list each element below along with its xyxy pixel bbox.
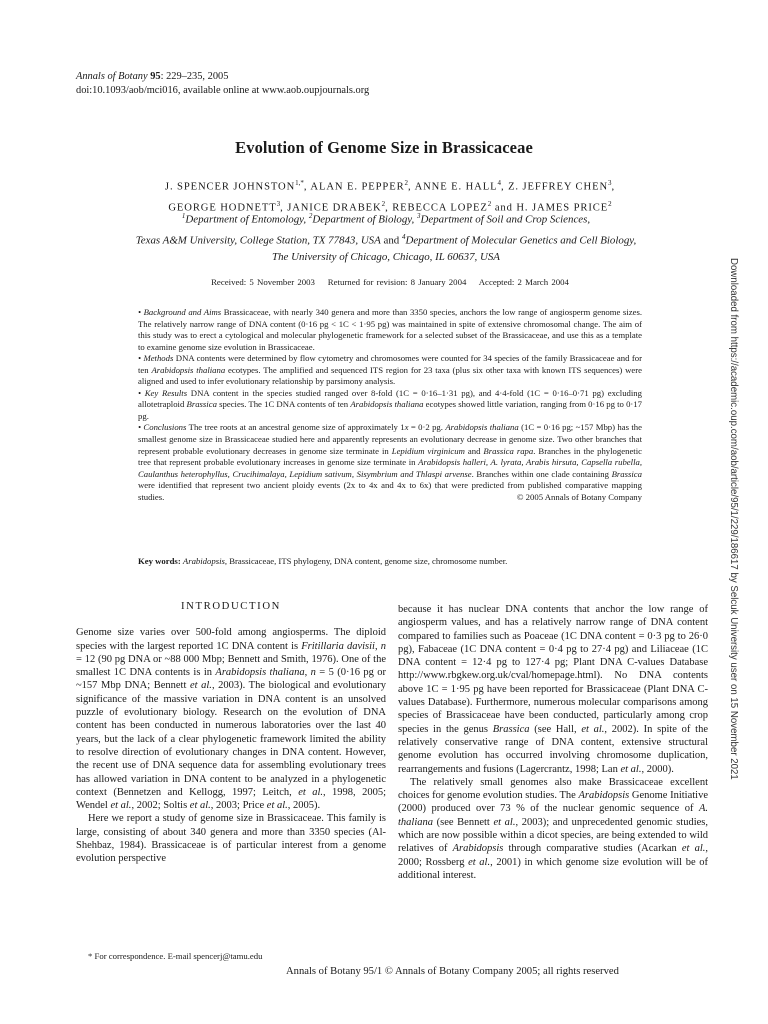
taxon: Brassica: [611, 468, 642, 479]
text: , 2005).: [287, 800, 321, 812]
variable: n: [380, 640, 386, 652]
etal: et al.: [581, 723, 605, 735]
text: , 2003); and unprecedented genomic studies, which are now possible within a dicot species, are being extended to wild relatives of: [398, 816, 708, 855]
pages: : 229–235, 2005: [160, 71, 229, 82]
text: because it has nuclear DNA contents that anchor the low range of angiosperm values, and has a relatively narrow range of DNA content compared to families such as Poaceae (1C DNA content = 0·3 pg to 26·0 pg), Fabaceae (1C DNA content = 0·4 pg to 27·4 pg) and Liliaceae (1C DNA content = 12·4 pg to 127·4 pg; Plant DNA C-values Database http://www.rbgkew.org.uk/cval/homepage.html). No DNA contents above 1C = 1·95 pg have been reported for Brassicaceae (Plant DNA C-values Database). Furthermore, numerous molecular comparisons among species of Brassicaceae have been conducted, particularly among crop species in the genus: [398, 604, 708, 735]
paragraph: [398, 603, 708, 776]
text: , 2003; Price: [210, 800, 267, 812]
taxon: Brassica: [492, 723, 530, 735]
author-sup: 3: [276, 199, 281, 208]
body-column-left: [76, 600, 386, 866]
taxon: Arabidopsis thaliana: [151, 364, 226, 375]
revision-date: Returned for revision: 8 January 2004: [327, 277, 467, 287]
abstract-text: and: [464, 445, 484, 456]
abstract-conclusions: [138, 422, 642, 503]
text: ,: [304, 667, 311, 679]
author-sep: ,: [385, 202, 393, 214]
taxon: Arabidopsis thaliana: [350, 399, 424, 410]
paragraph: Here we report a study of genome size in Brassicaceae. This family is large, consisting of about 340 genera and more than 3350 species (Al-Shehbaz, 1984). Brassicaceae is of particular interest from a genome evolution perspective: [76, 813, 386, 865]
author-sup: 4: [497, 179, 501, 187]
abstract-text: DNA contents were determined by flow cytometry and chromosomes were counted for 34 species of the family Brassicaceae and for ten: [138, 353, 642, 375]
abstract-text: DNA content in the species studied ranged over 8-fold (1C = 0·16–1·31 pg), and 4·4-fold (1C = 0·16–0·71 pg) excluding allotetraploid: [138, 387, 642, 410]
text: , 2000).: [641, 763, 674, 775]
abstract-text: ecotypes showed little variation, ranging from 0·16 pg to 0·17 pg.: [138, 399, 642, 421]
text: Genome Initiative (2000) produced over 73 % of the nuclear genomic sequence of: [398, 790, 708, 815]
citation-line: [76, 70, 369, 84]
text: (see Bennett: [433, 816, 494, 828]
abstract-background: [138, 307, 642, 353]
author-sep: ,: [408, 181, 415, 193]
affil-text: Department of Entomology,: [185, 213, 309, 226]
author-name: ALAN E. PEPPER: [310, 181, 405, 193]
affil-sup: 2: [308, 212, 313, 220]
paragraph: [76, 626, 386, 812]
affil-sup: 1: [181, 212, 186, 220]
text: , 1998, 2005; Wendel: [76, 786, 387, 812]
taxon: A. thaliana: [398, 803, 708, 828]
affiliation-line-3: The University of Chicago, Chicago, IL 60637, USA: [272, 251, 500, 264]
taxon: Brassica rapa: [483, 445, 534, 456]
affiliation-line-2: [30, 229, 742, 250]
author-sep: and: [491, 202, 517, 214]
doi-line: doi:10.1093/aob/mci016, available online at www.aob.oupjournals.org: [76, 85, 370, 96]
text: = 5 (0·16 pg or ~157 Mbp DNA; Bennett: [76, 667, 387, 692]
taxon: Lepidium virginicum: [391, 445, 465, 456]
abstract-text: The tree roots at an ancestral genome size of approximately 1: [186, 422, 405, 433]
copyright: © 2005 Annals of Botany Company: [516, 491, 642, 502]
abstract-text: = 0·2 pg.: [408, 422, 446, 433]
etal: et al.: [620, 763, 642, 775]
abstract-text: . Branches within one clade containing: [471, 468, 612, 479]
author-line-1: [40, 175, 740, 196]
journal-header: [76, 70, 369, 98]
etal: et al.: [189, 680, 212, 692]
text: = 12 (90 pg DNA or ~88 000 Mbp; Bennett and Smith, 1976). One of the smallest 1C DNA contents is in: [76, 653, 386, 679]
etal: et al.: [493, 816, 516, 828]
etal: et al.: [681, 843, 706, 855]
paragraph: [398, 776, 708, 882]
author-name: GEORGE HODNETT: [168, 202, 277, 214]
affil-and: and: [380, 234, 402, 247]
author-name: REBECCA LOPEZ: [392, 202, 488, 214]
abstract-text: species. The 1C DNA contents of ten: [216, 399, 351, 410]
text: , 2001) in which genome size evolution will be of additional interest.: [398, 856, 709, 881]
author-sup: 2: [487, 199, 492, 208]
abstract-label: • Conclusions: [138, 422, 187, 433]
accepted-date: Accepted: 2 March 2004: [478, 277, 569, 287]
text: , 2002). In spite of the relatively conservative range of DNA content, extensive structural genome evolution has occurred involving chromosome duplication, rearrangements and fusions (Lagercrantz, 1998; Lan: [398, 723, 708, 775]
taxon: Arabidopsis thaliana: [445, 422, 519, 433]
keywords-label: Key words:: [138, 556, 181, 566]
taxon: Fritillaria davisii: [301, 640, 375, 652]
abstract-results: [138, 388, 642, 423]
text: The relatively small genomes also make Brassicaceae excellent choices for genome evolution studies. The: [398, 776, 708, 802]
etal: et al.: [110, 800, 132, 812]
abstract-methods: [138, 353, 642, 388]
abstract-label: • Methods: [138, 353, 174, 364]
keywords-list: , Brassicaceae, ITS phylogeny, DNA content, genome size, chromosome number.: [224, 556, 508, 566]
author-name: H. JAMES PRICE: [516, 202, 609, 214]
abstract-text: were identified that represent two ancient ploidy events (2x to 4x and 4x to 6x) that were predicted from published comparative mapping studies.: [138, 480, 642, 502]
abstract-label: • Background and Aims: [138, 307, 222, 317]
author-name: JANICE DRABEK: [287, 202, 382, 214]
affil-sup: 3: [417, 212, 421, 220]
abstract: [138, 307, 642, 503]
etal: et al.: [189, 800, 211, 812]
author-sup: 2: [608, 199, 612, 208]
keywords: [138, 556, 642, 568]
affiliations: [30, 208, 742, 266]
download-watermark: Downloaded from https://academic.oup.com/aob/article/95/1/229/186617 by Selcuk University user on 15 November 2021: [728, 258, 739, 780]
body-column-right: [398, 603, 708, 882]
author-sup: 1,*: [295, 179, 304, 187]
etal: et al.: [266, 800, 288, 812]
taxon: Brassica: [186, 399, 217, 410]
etal: et al.: [298, 786, 323, 798]
author-name: J. SPENCER JOHNSTON: [164, 181, 296, 193]
running-footer: Annals of Botany 95/1 © Annals of Botany Company 2005; all rights reserved: [286, 966, 619, 977]
text: through comparative studies (Acarkan: [503, 843, 682, 855]
abstract-label: • Key Results: [138, 387, 188, 398]
author-name: ANNE E. HALL: [414, 181, 498, 193]
abstract-text: . Branches in the phylogenetic tree that represent probable evolutionary increases in genome size terminate in: [138, 445, 642, 468]
taxon: Arabidopsis: [452, 843, 504, 855]
correspondence-footnote: * For correspondence. E-mail spencerj@tamu.edu: [88, 951, 263, 961]
affil-text: Department of Soil and Crop Sciences,: [420, 213, 591, 226]
volume: 95: [150, 71, 161, 82]
author-sup: 2: [404, 179, 409, 187]
affil-text: Texas A&M University, College Station, TX 77843, USA: [135, 234, 381, 247]
author-sup: 2: [381, 199, 386, 208]
article-title: Evolution of Genome Size in Brassicaceae: [235, 138, 533, 157]
affiliation-line-1: [30, 208, 742, 229]
text: Genome size varies over 500-fold among angiosperms. The diploid species with the largest reported 1C DNA content is: [76, 627, 386, 652]
text: ,: [374, 640, 381, 652]
author-sep: ,: [280, 202, 288, 214]
variable: x: [404, 422, 409, 433]
text: , 2000; Rossberg: [398, 843, 709, 868]
author-sep: ,: [611, 181, 616, 193]
affil-text: Department of Biology,: [312, 213, 417, 226]
variable: n: [310, 667, 316, 679]
abstract-text: Brassicaceae, with nearly 340 genera and more than 3350 species, anchors the low range of angiosperm genome sizes. The relatively narrow range of DNA content (0·16 pg < 1C < 1·95 pg) was maintained in spite of extensive chromosomal change. The aim of this study was to erect a cytological and molecular phylogenetic framework for a selected subset of the Brassicaceae, and use this as a template to examine genome size evolution in Brassicaceae.: [138, 307, 642, 352]
taxon: Arabidopsis halleri, A. lyrata, Arabis hirsuta, Capsella rubella, Caulanthus heterophyllus, Crucihimalaya, Lepidium sativum, Sisymbrium and Thlaspi arvense: [138, 457, 642, 479]
article-dates: [0, 277, 768, 287]
author-sep: ,: [500, 181, 509, 193]
journal-name: Annals of Botany: [76, 71, 148, 82]
author-sup: 3: [608, 179, 612, 187]
taxon: Arabidopsis: [578, 790, 630, 802]
text: (see Hall,: [529, 723, 582, 735]
affil-text: Department of Molecular Genetics and Cell Biology,: [405, 234, 637, 247]
etal: et al.: [468, 856, 491, 868]
affil-sup: 4: [401, 232, 406, 241]
keyword-italic: Arabidopsis: [182, 556, 225, 566]
author-name: Z. JEFFREY CHEN: [508, 181, 608, 193]
author-sep: ,: [303, 181, 311, 193]
section-heading: INTRODUCTION: [181, 600, 281, 612]
received-date: Received: 5 November 2003: [211, 277, 315, 287]
text: , 2003). The biological and evolutionary significance of the massive variation in DNA content is an unsolved puzzle of evolutionary biology. Research on the evolution of DNA content has been conducted in numerous laboratories over the last 40 years, but the lack of a clear phylogenetic framework limited the ability to resolve direction of evolutionary changes in DNA content. However, the recent use of DNA sequence data for assembling evolutionary trees has allowed variation in DNA content to be analyzed in a phylogenetic context (Bennetzen and Kellogg, 1997; Leitch,: [76, 680, 386, 798]
taxon: Arabidopsis thaliana: [215, 667, 305, 679]
abstract-text: ecotypes. The amplified and sequenced ITS region for 23 taxa (plus six other taxa with known ITS sequences) were aligned and used to infer evolutionary relationship by parsimony analysis.: [138, 364, 642, 387]
abstract-text: (1C = 0·16 pg; ~157 Mbp) has the smallest genome size in Brassicaceae studied here and apparently represents an evolutionary decrease in genome size. Two other branches that represent probable evolutionary decreases in genome size terminate in: [138, 422, 643, 456]
text: , 2002; Soltis: [131, 800, 190, 812]
